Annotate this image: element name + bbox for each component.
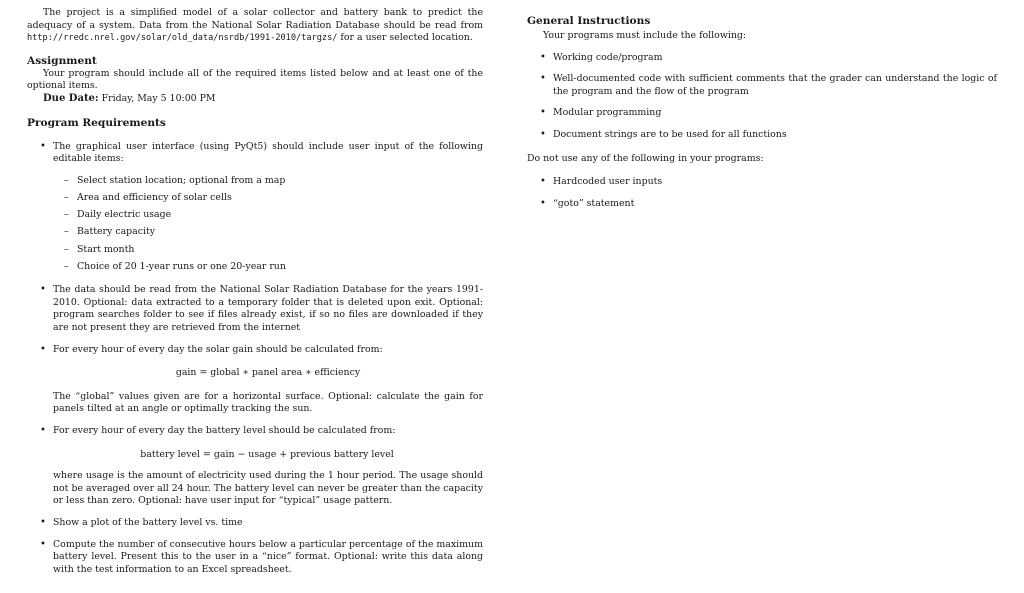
right-column <box>527 0 997 210</box>
sub-item-battery: – Battery capacity <box>27 226 483 239</box>
requirements-heading: Program Requirements <box>27 116 166 129</box>
battery-requirement: • For every hour of every day the battery level should be calculated from: <box>27 425 483 438</box>
intro-text: The project is a simplified model of a solar collector and battery bank to predict the adequacy of a system. Data from the National Solar Radiation Database should be read from <box>27 7 483 31</box>
must-item-modular: • Modular programming <box>527 107 997 120</box>
gain-requirement: • For every hour of every day the solar gain should be calculated from: <box>27 344 483 357</box>
must-include-list <box>527 52 997 142</box>
gain-equation: gain = global ∗ panel area ∗ efficiency <box>175 367 361 379</box>
intro-paragraph <box>27 7 483 45</box>
due-date-value: Friday, May 5 10:00 PM <box>101 92 216 104</box>
general-instructions-heading: General Instructions <box>527 15 651 27</box>
sub-item-location: – Select station location; optional from a map <box>27 175 483 188</box>
assignment-text: Your program should include all of the required items listed below and at least one of the optional items. <box>27 67 483 92</box>
must-item-working: • Working code/program <box>527 52 997 65</box>
plot-requirement: • Show a plot of the battery level vs. time <box>27 517 483 530</box>
data-url: http://rredc.nrel.gov/solar/old_data/nsrdb/1991-2010/targzs/ <box>27 33 338 44</box>
assignment-heading: Assignment <box>27 54 97 67</box>
gui-requirement: • The graphical user interface (using PyQt5) should include user input of the following editable items: <box>27 141 483 166</box>
do-not-use-text: Do not use any of the following in your programs: <box>527 152 764 164</box>
usage-note: where usage is the amount of electricity used during the 1 hour period. The usage should not be averaged over all 24 hour. The battery level can never be greater than the capacity or less than zero. Optional: have user input for “typical” usage pattern. <box>53 470 483 507</box>
sub-item-area: – Area and efficiency of solar cells <box>27 192 483 205</box>
global-note: The “global” values given are for a horizontal surface. Optional: calculate the gain for panels tilted at an angle or optimally tracking the sun. <box>53 390 483 415</box>
must-item-documented: • Well-documented code with sufficient comments that the grader can understand the logic of the program and the flow of the program <box>527 73 997 98</box>
battery-equation: battery level = gain − usage + previous battery level <box>140 448 394 460</box>
donot-item-goto: • “goto” statement <box>527 198 997 211</box>
due-date <box>27 93 483 106</box>
sub-item-usage: – Daily electric usage <box>27 209 483 222</box>
do-not-use-list <box>527 176 997 210</box>
must-include-text: Your programs must include the following: <box>543 30 747 41</box>
compute-requirement: • Compute the number of consecutive hours below a particular percentage of the maximum battery level. Present this to the user in a “nice” format. Optional: write this data along with the test information to an Excel spreadsheet. <box>27 539 483 577</box>
data-requirement: • The data should be read from the National Solar Radiation Database for the years 1991-2010. Optional: data extracted to a temporary folder that is deleted upon exit. Optional: program searches folder to see if files already exist, if so no files are downloaded if they are not present they are retrieved from the internet <box>27 284 483 334</box>
sub-item-runs: – Choice of 20 1-year runs or one 20-year run <box>27 261 483 274</box>
sub-item-month: – Start month <box>27 244 483 257</box>
left-column <box>27 0 483 576</box>
gui-sub-list <box>27 175 483 274</box>
due-date-label: Due Date: <box>43 92 99 104</box>
donot-item-hardcoded: • Hardcoded user inputs <box>527 176 997 189</box>
intro-text-end: for a user selected location. <box>340 32 473 44</box>
must-item-docstrings: • Document strings are to be used for all functions <box>527 129 997 142</box>
